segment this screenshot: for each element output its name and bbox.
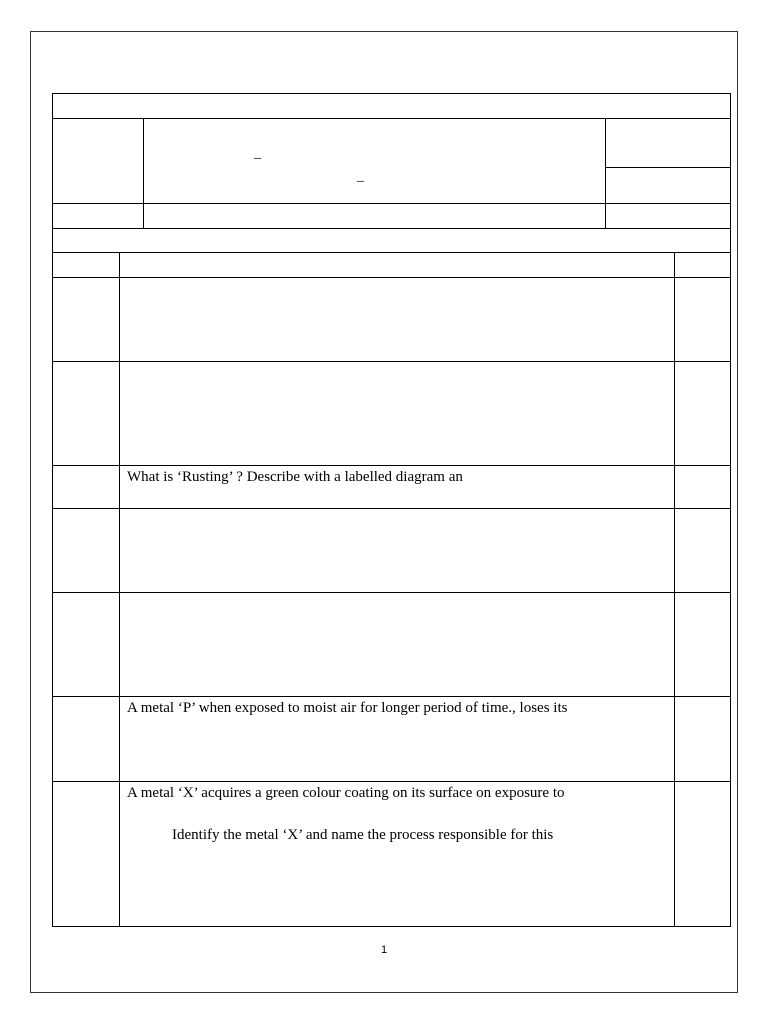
table-line bbox=[52, 228, 731, 229]
table-line bbox=[52, 696, 731, 697]
table-line bbox=[52, 781, 731, 782]
header-dash: _ bbox=[357, 169, 364, 184]
table-line bbox=[605, 167, 731, 168]
table-line bbox=[52, 93, 53, 927]
question-subtext: Identify the metal ‘X’ and name the process responsible for this bbox=[172, 827, 554, 843]
table-line bbox=[52, 592, 731, 593]
question-text: A metal ‘X’ acquires a green colour coating on its surface on exposure to bbox=[127, 785, 565, 801]
question-text: What is ‘Rusting’ ? Describe with a labelled diagram an bbox=[127, 469, 463, 485]
table-line bbox=[674, 252, 675, 927]
table-line bbox=[605, 118, 606, 228]
question-text: A metal ‘P’ when exposed to moist air for longer period of time., loses its bbox=[127, 700, 568, 716]
table-line bbox=[52, 508, 731, 509]
table-line bbox=[52, 118, 731, 119]
table-line bbox=[119, 252, 120, 927]
table-line bbox=[52, 926, 731, 927]
table-line bbox=[52, 465, 731, 466]
header-dash: _ bbox=[254, 146, 261, 161]
page-number: 1 bbox=[380, 944, 388, 956]
table-line bbox=[730, 93, 731, 927]
table-line bbox=[52, 252, 731, 253]
table-line bbox=[52, 277, 731, 278]
table-line bbox=[52, 361, 731, 362]
table-line bbox=[143, 118, 144, 228]
table-line bbox=[52, 203, 731, 204]
table-line bbox=[52, 93, 731, 94]
page-border bbox=[30, 31, 738, 993]
